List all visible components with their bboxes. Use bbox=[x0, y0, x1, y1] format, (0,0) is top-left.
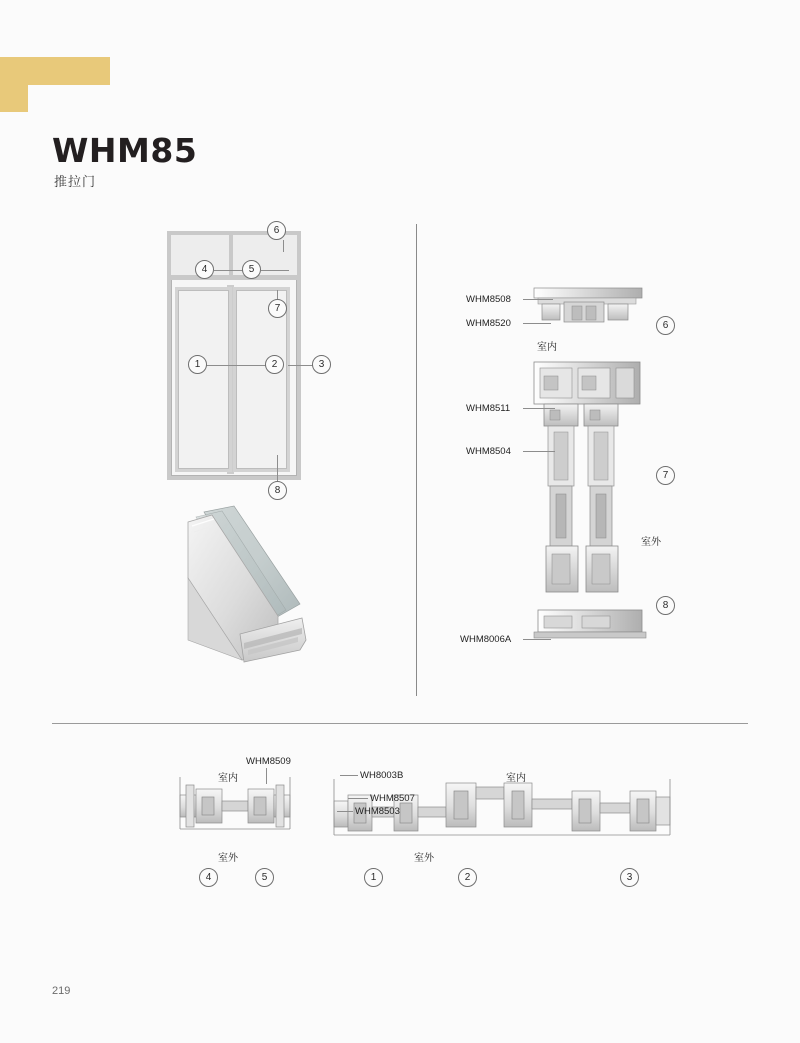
leader-whm8507 bbox=[348, 798, 368, 799]
elevation-transom-mullion bbox=[229, 235, 233, 280]
indoor-label-left-group: 室内 bbox=[218, 773, 238, 784]
elevation-transom bbox=[171, 235, 297, 280]
leader-1 bbox=[206, 365, 270, 366]
callout-3[interactable]: 3 bbox=[312, 355, 331, 374]
callout-right-6[interactable]: 6 bbox=[656, 316, 675, 335]
bottom-sections-drawing bbox=[52, 745, 748, 895]
outdoor-label-left-group: 室外 bbox=[218, 853, 238, 864]
callout-6[interactable]: 6 bbox=[267, 221, 286, 240]
leader-6 bbox=[283, 240, 284, 252]
leader-whm8508 bbox=[523, 299, 553, 300]
leader-whm8504 bbox=[523, 451, 555, 452]
page-number: 219 bbox=[52, 985, 71, 997]
indoor-label-right-group: 室内 bbox=[506, 773, 526, 784]
indoor-label-right: 室内 bbox=[537, 342, 557, 353]
callout-7[interactable]: 7 bbox=[268, 299, 287, 318]
callout-bottom-2[interactable]: 2 bbox=[458, 868, 477, 887]
callout-2[interactable]: 2 bbox=[265, 355, 284, 374]
callout-right-7[interactable]: 7 bbox=[656, 466, 675, 485]
part-label-whm8006a: WHM8006A bbox=[460, 634, 512, 645]
leader-whm8006a bbox=[523, 639, 551, 640]
accent-mask bbox=[28, 85, 800, 115]
part-label-whm8509: WHM8509 bbox=[246, 756, 291, 767]
vertical-divider bbox=[416, 224, 417, 696]
leader-5 bbox=[261, 270, 289, 271]
accent-bar-left bbox=[0, 85, 28, 112]
part-label-whm8507: WHM8507 bbox=[370, 793, 415, 804]
callout-right-8[interactable]: 8 bbox=[656, 596, 675, 615]
part-label-whm8511: WHM8511 bbox=[466, 403, 511, 414]
horizontal-divider bbox=[52, 723, 748, 724]
leader-3 bbox=[288, 365, 314, 366]
callout-bottom-3[interactable]: 3 bbox=[620, 868, 639, 887]
callout-1[interactable]: 1 bbox=[188, 355, 207, 374]
callout-bottom-5[interactable]: 5 bbox=[255, 868, 274, 887]
part-label-whm8508: WHM8508 bbox=[466, 294, 511, 305]
accent-bar-top bbox=[0, 57, 110, 85]
leader-whm8520 bbox=[523, 323, 551, 324]
leader-whm8509 bbox=[266, 768, 267, 784]
outdoor-label-right-group: 室外 bbox=[414, 853, 434, 864]
callout-8[interactable]: 8 bbox=[268, 481, 287, 500]
door-elevation-drawing bbox=[167, 231, 301, 480]
callout-4[interactable]: 4 bbox=[195, 260, 214, 279]
callout-bottom-1[interactable]: 1 bbox=[364, 868, 383, 887]
leader-4 bbox=[214, 270, 244, 271]
elevation-left-leaf bbox=[175, 287, 232, 472]
vertical-section-drawing bbox=[520, 280, 650, 660]
page-subtitle: 推拉门 bbox=[54, 174, 97, 189]
corner-perspective-drawing bbox=[182, 500, 314, 665]
page-title: WHM85 bbox=[52, 131, 198, 170]
leader-whm8503 bbox=[337, 811, 353, 812]
part-label-whm8504: WHM8504 bbox=[466, 446, 511, 457]
part-label-wh8003b: WH8003B bbox=[360, 770, 404, 781]
leader-8 bbox=[277, 455, 278, 481]
part-label-whm8503: WHM8503 bbox=[355, 806, 400, 817]
outdoor-label-right: 室外 bbox=[641, 537, 661, 548]
leader-wh8003b bbox=[340, 775, 358, 776]
leader-whm8511 bbox=[523, 408, 555, 409]
part-label-whm8520: WHM8520 bbox=[466, 318, 511, 329]
callout-bottom-4[interactable]: 4 bbox=[199, 868, 218, 887]
callout-5[interactable]: 5 bbox=[242, 260, 261, 279]
